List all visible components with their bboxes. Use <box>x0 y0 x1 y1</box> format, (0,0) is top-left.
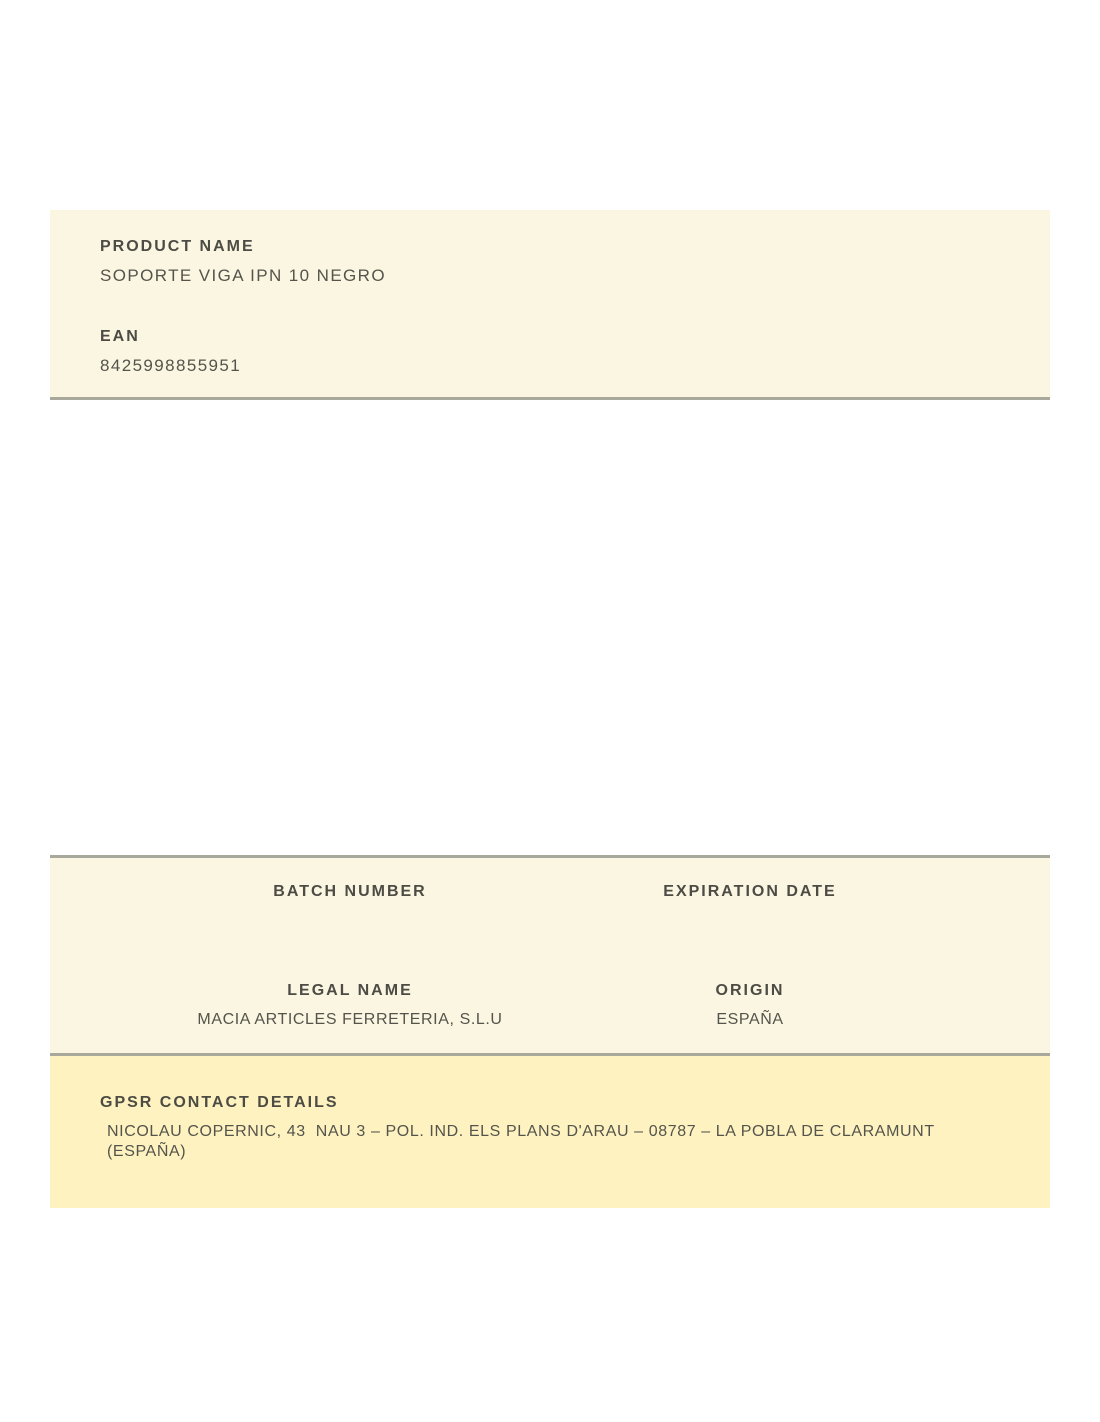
legal-name-value: MACIA ARTICLES FERRETERIA, S.L.U <box>197 1011 503 1028</box>
origin-value: ESPAÑA <box>716 1011 784 1028</box>
origin-column <box>550 981 950 1030</box>
ean-field <box>100 327 1000 376</box>
legal-name-column <box>150 981 550 1030</box>
batch-number-column <box>150 882 550 931</box>
product-name-label: PRODUCT NAME <box>100 238 255 255</box>
legal-origin-row <box>150 981 950 1030</box>
batch-number-label: BATCH NUMBER <box>273 883 427 900</box>
ean-label: EAN <box>100 328 140 345</box>
gpsr-contact-label: GPSR CONTACT DETAILS <box>100 1094 339 1111</box>
ean-value: 8425998855951 <box>100 356 242 375</box>
batch-origin-section <box>50 855 1050 1056</box>
expiration-date-value <box>550 911 950 931</box>
expiration-date-label: EXPIRATION DATE <box>663 883 837 900</box>
gpsr-contact-address: NICOLAU COPERNIC, 43 NAU 3 – POL. IND. ELS PLANS D'ARAU – 08787 – LA POBLA DE CLARAMUNT (ESPAÑA) <box>107 1123 940 1160</box>
product-name-value: SOPORTE VIGA IPN 10 NEGRO <box>100 266 386 285</box>
batch-number-value <box>150 911 550 931</box>
legal-name-label: LEGAL NAME <box>287 982 413 999</box>
origin-label: ORIGIN <box>715 982 785 999</box>
product-info-section <box>50 210 1050 400</box>
product-name-field <box>100 237 1000 286</box>
batch-expiration-row <box>150 882 950 931</box>
gpsr-contact-section <box>50 1056 1050 1208</box>
expiration-date-column <box>550 882 950 931</box>
